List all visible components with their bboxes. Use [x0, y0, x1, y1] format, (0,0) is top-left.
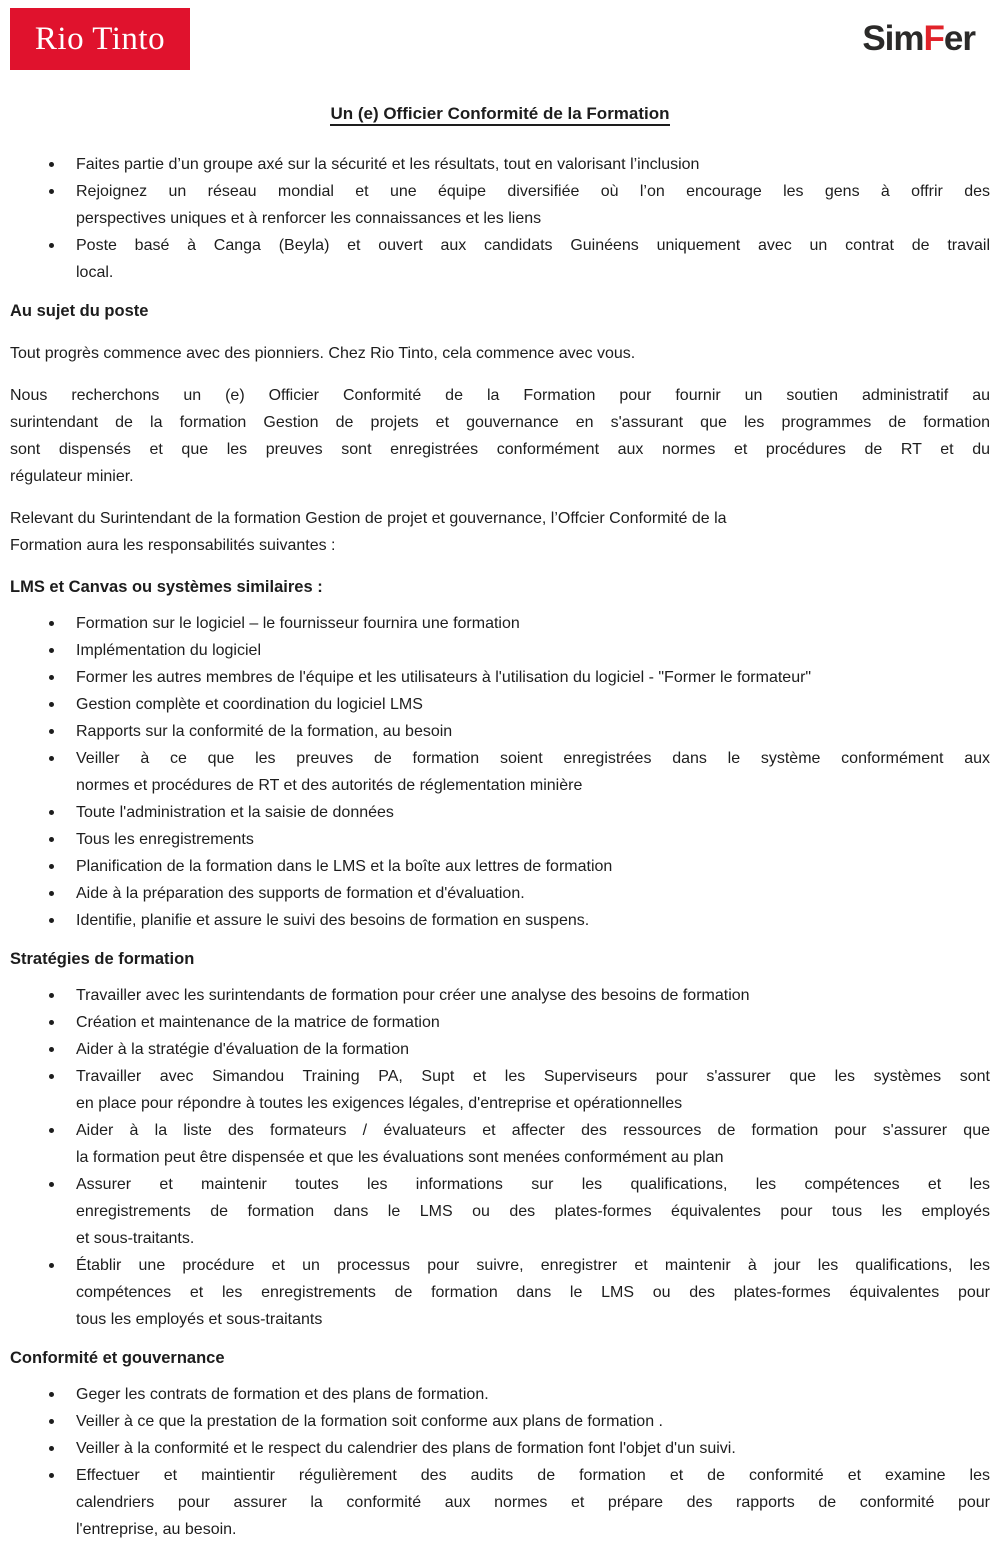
text-line: Veiller à la conformité et le respect du calendrier des plans de formation font l'objet d'un suivi. [76, 1440, 736, 1457]
text-line: Aider à la liste des formateurs / évaluateurs et affecter des ressources de formation pour s'assurer que [76, 1122, 990, 1139]
text-line: Aide à la préparation des supports de formation et d'évaluation. [76, 885, 525, 902]
list-item [10, 718, 990, 745]
list-item [10, 1009, 990, 1036]
text-line: Formation aura les responsabilités suivantes : [10, 537, 336, 554]
page-title [10, 100, 990, 127]
text-line: Effectuer et maintientir régulièrement des audits de formation et de conformité et examine les [76, 1467, 990, 1484]
text-line: Veiller à ce que la prestation de la formation soit conforme aux plans de formation . [76, 1413, 663, 1430]
text-line: Établir une procédure et un processus pour suivre, enregistrer et maintenir à jour les qualifications, les [76, 1257, 990, 1274]
text-line: tous les employés et sous-traitants [76, 1311, 323, 1328]
list-item [10, 799, 990, 826]
text-line: Rapports sur la conformité de la formation, au besoin [76, 723, 453, 740]
list-item [10, 637, 990, 664]
section-heading-governance: Conformité et gouvernance [10, 1349, 225, 1367]
list-item [10, 1435, 990, 1462]
text-line: Travailler avec Simandou Training PA, Supt et les Superviseurs pour s'assurer que les systèmes sont [76, 1068, 990, 1085]
text-line: Toute l'administration et la saisie de données [76, 804, 394, 821]
rio-tinto-logo-text: Rio Tinto [34, 20, 166, 57]
text-line: Création et maintenance de la matrice de formation [76, 1014, 440, 1031]
text-line: local. [76, 264, 114, 281]
section-heading-lms: LMS et Canvas ou systèmes similaires : [10, 578, 323, 596]
text-line: Poste basé à Canga (Beyla) et ouvert aux candidats Guinéens uniquement avec un contrat de travail [76, 237, 990, 254]
simfer-logo-text-accent: F [923, 19, 944, 58]
intro-bullet-list [10, 151, 990, 286]
simfer-logo [862, 19, 975, 59]
list-item [10, 1381, 990, 1408]
list-item [10, 1117, 990, 1171]
text-line: Relevant du Surintendant de la formation Gestion de projet et gouvernance, l’Offcier Conformité de la [10, 510, 727, 527]
text-line: Identifie, planifie et assure le suivi des besoins de formation en suspens. [76, 912, 590, 929]
list-item [10, 880, 990, 907]
section-heading-strategies: Stratégies de formation [10, 950, 195, 968]
list-item [10, 1408, 990, 1435]
text-line: Nous recherchons un (e) Officier Conformité de la Formation pour fournir un soutien administratif au [10, 387, 990, 404]
section-heading-about: Au sujet du poste [10, 302, 149, 320]
text-line: sont dispensés et que les preuves sont enregistrées conformément aux normes et procédures de RT et du [10, 441, 990, 458]
lms-bullet-list [10, 610, 990, 934]
list-item [10, 1036, 990, 1063]
text-line: enregistrements de formation dans le LMS ou des plates-formes équivalentes pour tous les employés [76, 1203, 990, 1220]
text-line: et sous-traitants. [76, 1230, 195, 1247]
text-line: Former les autres membres de l'équipe et les utilisateurs à l'utilisation du logiciel - "Former le formateur" [76, 669, 812, 686]
simfer-logo-text-prefix: Sim [862, 19, 924, 58]
text-line: Assurer et maintenir toutes les informations sur les qualifications, les compétences et les [76, 1176, 990, 1193]
page-title-text: Un (e) Officier Conformité de la Formation [330, 104, 669, 126]
text-line: Rejoignez un réseau mondial et une équipe diversifiée où l’on encourage les gens à offrir des [76, 183, 990, 200]
list-item [10, 1252, 990, 1333]
text-line: Aider à la stratégie d'évaluation de la formation [76, 1041, 410, 1058]
list-item [10, 1462, 990, 1543]
list-item [10, 853, 990, 880]
list-item [10, 232, 990, 286]
text-line: Geger les contrats de formation et des plans de formation. [76, 1386, 489, 1403]
list-item [10, 178, 990, 232]
list-item [10, 664, 990, 691]
text-line: Gestion complète et coordination du logiciel LMS [76, 696, 423, 713]
list-item [10, 610, 990, 637]
text-line: normes et procédures de RT et des autorités de réglementation minière [76, 777, 583, 794]
text-line: en place pour répondre à toutes les exigences légales, d'entreprise et opérationnelles [76, 1095, 683, 1112]
simfer-logo-text-suffix: er [943, 19, 975, 58]
strategies-bullet-list [10, 982, 990, 1333]
text-line: Planification de la formation dans le LMS et la boîte aux lettres de formation [76, 858, 613, 875]
list-item [10, 1171, 990, 1252]
list-item [10, 982, 990, 1009]
text-line: perspectives uniques et à renforcer les connaissances et les liens [76, 210, 542, 227]
text-line: l'entreprise, au besoin. [76, 1521, 237, 1538]
list-item [10, 151, 990, 178]
list-item [10, 907, 990, 934]
text-line: surintendant de la formation Gestion de projets et gouvernance en s'assurant que les programmes de formation [10, 414, 990, 431]
list-item [10, 1063, 990, 1117]
list-item [10, 745, 990, 799]
text-line: Faites partie d’un groupe axé sur la sécurité et les résultats, tout en valorisant l’inclusion [76, 156, 700, 173]
text-line: Veiller à ce que les preuves de formation soient enregistrées dans le système conformément aux [76, 750, 990, 767]
text-line: Implémentation du logiciel [76, 642, 261, 659]
text-line: Tout progrès commence avec des pionniers. Chez Rio Tinto, cela commence avec vous. [10, 345, 636, 362]
text-line: la formation peut être dispensée et que les évaluations sont menées conformément au plan [76, 1149, 724, 1166]
rio-tinto-logo [10, 8, 190, 70]
text-line: calendriers pour assurer la conformité aux normes et prépare des rapports de conformité pour [76, 1494, 990, 1511]
text-line: régulateur minier. [10, 468, 134, 485]
list-item [10, 826, 990, 853]
list-item [10, 691, 990, 718]
governance-bullet-list [10, 1381, 990, 1543]
header [10, 8, 990, 70]
text-line: Tous les enregistrements [76, 831, 254, 848]
text-line: Travailler avec les surintendants de formation pour créer une analyse des besoins de formation [76, 987, 750, 1004]
text-line: Formation sur le logiciel – le fournisseur fournira une formation [76, 615, 520, 632]
text-line: compétences et les enregistrements de formation dans le LMS ou des plates-formes équivalentes pour [76, 1284, 990, 1301]
